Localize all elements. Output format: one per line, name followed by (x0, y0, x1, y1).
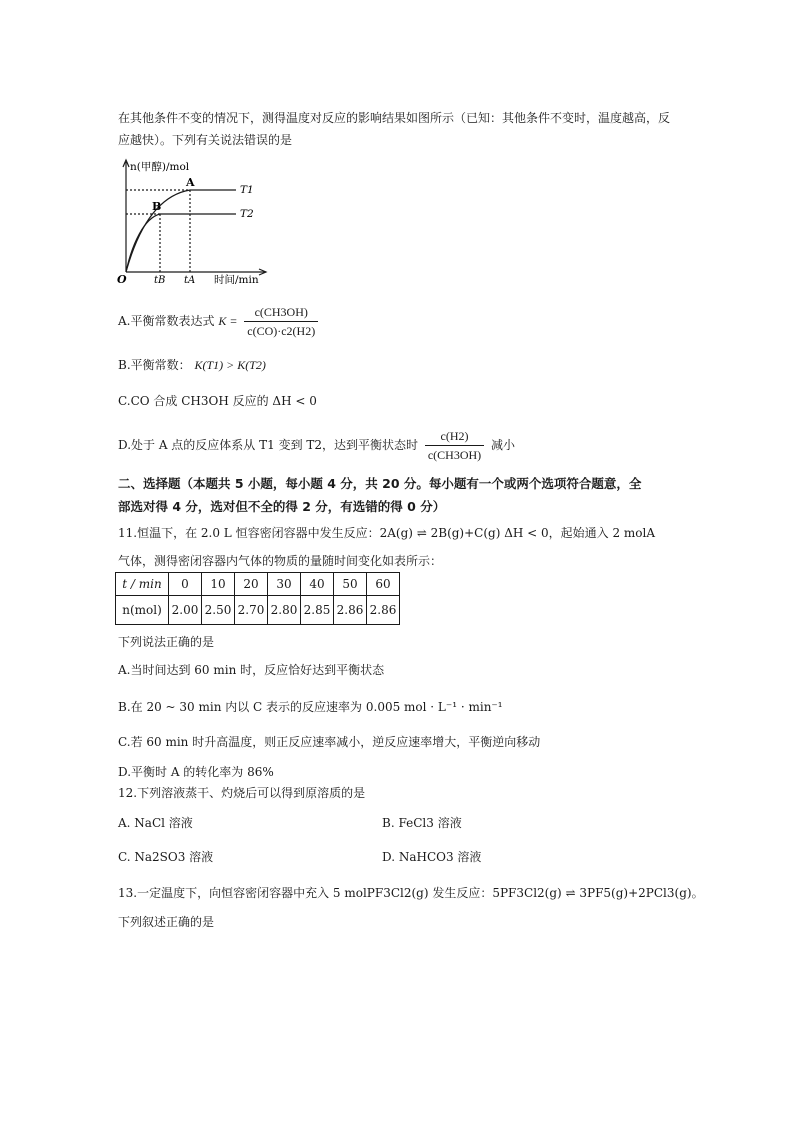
q10-option-d-prefix: D.处于 A 点的反应体系从 T1 变到 T2，达到平衡状态时 (118, 438, 419, 452)
section2-heading-line2: 部选对得 4 分，选对但不全的得 2 分，有选错的得 0 分） (118, 499, 446, 514)
table-row (116, 573, 400, 596)
question-intro-line1: 在其他条件不变的情况下，测得温度对反应的影响结果如图所示（已知：其他条件不变时，温度越高，反 (118, 111, 671, 125)
graph-point-b: B (152, 200, 162, 213)
q10-option-a-denominator: c(CO)·c2(H2) (247, 324, 316, 338)
table-row (116, 596, 400, 625)
q12-stem: 12.下列溶液蒸干、灼烧后可以得到原溶质的是 (118, 786, 366, 800)
table-cell: 30 (268, 573, 301, 596)
table-cell: 2.70 (235, 596, 268, 625)
q10-option-a-k: K = (218, 314, 238, 328)
graph-label-t1: T1 (240, 184, 254, 196)
q10-option-b-prefix: B.平衡常数： (118, 358, 191, 372)
table-cell: 2.86 (367, 596, 400, 625)
q12-option-d: D. NaHCO3 溶液 (382, 850, 482, 864)
q11-prompt: 下列说法正确的是 (118, 635, 215, 649)
table-cell: 2.00 (169, 596, 202, 625)
table-cell: 2.86 (334, 596, 367, 625)
table-cell: 2.80 (268, 596, 301, 625)
table-header-amount: n(mol) (116, 596, 169, 625)
q12-option-a: A. NaCl 溶液 (118, 816, 193, 830)
table-cell: 10 (202, 573, 235, 596)
q10-option-a (118, 304, 321, 339)
graph-x-label: 时间/min (214, 274, 259, 284)
table-cell: 2.85 (301, 596, 334, 625)
q11-stem-line2: 气体，测得密闭容器内气体的物质的量随时间变化如表所示： (118, 554, 443, 568)
q10-option-d (118, 428, 515, 463)
curve-t1 (126, 190, 236, 272)
table-cell: 50 (334, 573, 367, 596)
table-cell: 0 (169, 573, 202, 596)
graph-origin: O (117, 273, 127, 284)
table-cell: 20 (235, 573, 268, 596)
q10-option-a-fraction (244, 304, 318, 339)
table-header-time: t / min (116, 573, 169, 596)
question-intro-line2: 应越快）。下列有关说法错误的是 (118, 133, 293, 147)
graph-y-label: n(甲醇)/mol (130, 161, 190, 173)
q11-option-b: B.在 20 ~ 30 min 内以 C 表示的反应速率为 0.005 mol · L⁻¹ · min⁻¹ (118, 700, 503, 714)
q10-option-c: C.CO 合成 CH3OH 反应的 ΔH < 0 (118, 394, 317, 408)
q11-stem-line1: 11.恒温下，在 2.0 L 恒容密闭容器中发生反应：2A(g) ⇌ 2B(g)+C(g) ΔH < 0，起始通入 2 molA (118, 526, 656, 540)
graph-tick-ta: tA (184, 275, 196, 284)
graph-point-a: A (186, 176, 195, 189)
q10-option-b (118, 357, 266, 373)
q13-stem-line1: 13.一定温度下，向恒容密闭容器中充入 5 molPF3Cl2(g) 发生反应：5PF3Cl2(g) ⇌ 3PF5(g)+2PCl3(g)。 (118, 886, 704, 900)
table-cell: 60 (367, 573, 400, 596)
q10-option-a-numerator: c(CH3OH) (244, 304, 318, 322)
q10-option-d-suffix: 减小 (491, 438, 516, 452)
q11-option-d: D.平衡时 A 的转化率为 86% (118, 765, 274, 779)
graph-tick-tb: tB (154, 275, 166, 284)
q12-option-b: B. FeCl3 溶液 (382, 816, 462, 830)
q10-option-b-expr: K(T1) > K(T2) (194, 358, 266, 372)
table-cell: 2.50 (202, 596, 235, 625)
q11-option-a: A.当时间达到 60 min 时，反应恰好达到平衡状态 (118, 663, 385, 677)
q10-option-a-prefix: A.平衡常数表达式 (118, 314, 215, 328)
q10-option-d-denominator: c(CH3OH) (427, 448, 482, 462)
section2-heading-line1: 二、选择题（本题共 5 小题，每小题 4 分，共 20 分。每小题有一个或两个选项符合题意，全 (118, 476, 642, 491)
methanol-time-graph (114, 156, 274, 284)
curve-t2 (126, 214, 236, 272)
q10-option-d-numerator: c(H2) (425, 428, 484, 446)
q13-stem-line2: 下列叙述正确的是 (118, 915, 215, 929)
graph-label-t2: T2 (240, 208, 254, 220)
q11-data-table (115, 572, 400, 625)
q11-option-c: C.若 60 min 时升高温度，则正反应速率减小，逆反应速率增大，平衡逆向移动 (118, 735, 541, 749)
q12-option-c: C. Na2SO3 溶液 (118, 850, 214, 864)
q10-option-d-fraction (425, 428, 484, 463)
table-cell: 40 (301, 573, 334, 596)
